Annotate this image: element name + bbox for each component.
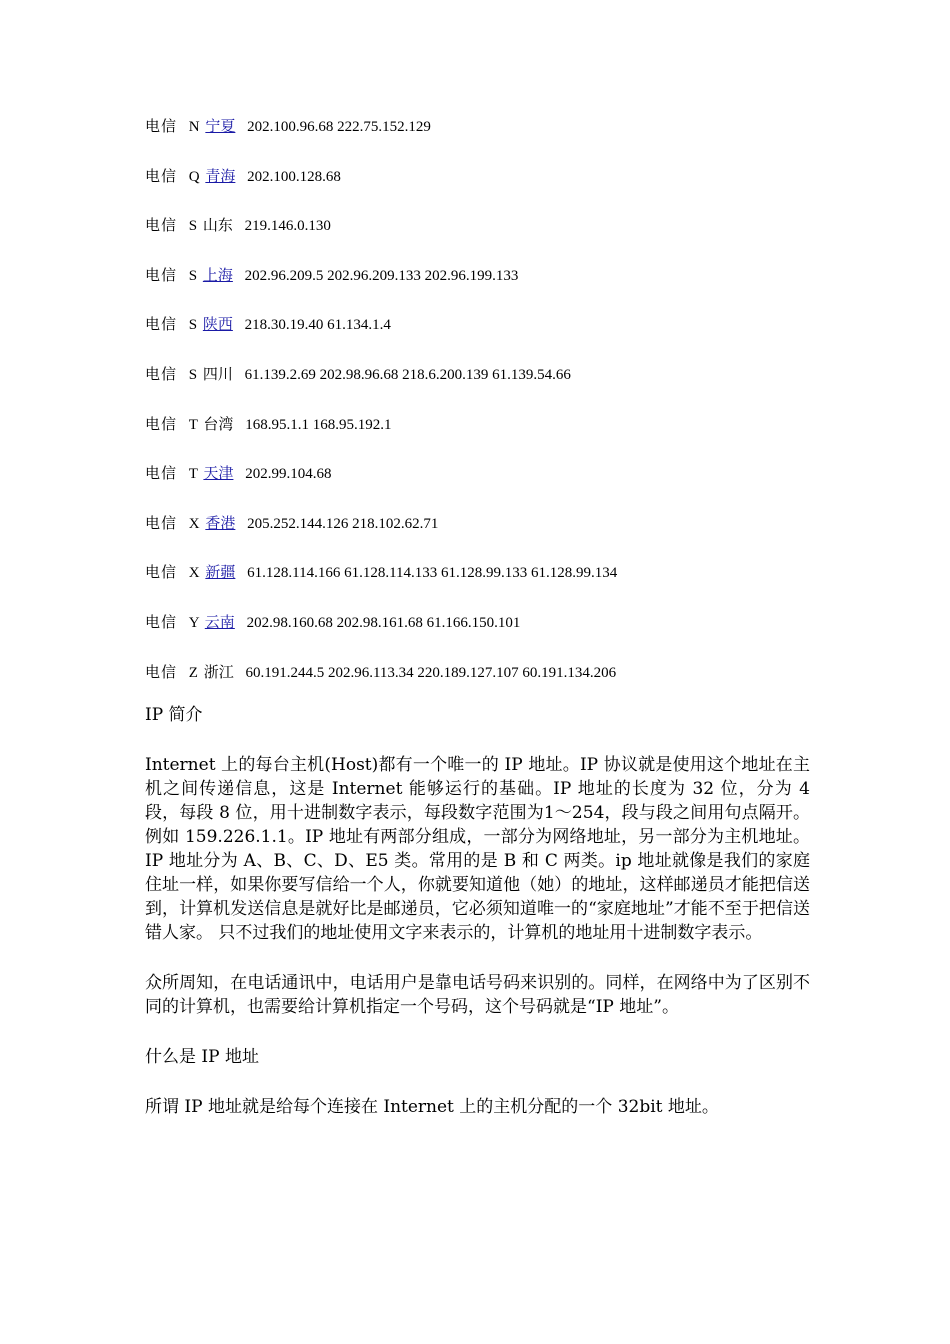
carrier-label: 电信 [145,466,178,483]
province-link[interactable]: 陕西 [202,317,233,334]
ip-intro-paragraph: Internet 上的每台主机(Host)都有一个唯一的 IP 地址。IP 协议就是使用这个地址在主机之间传递信息，这是 Internet 能够运行的基础。IP 地址的长度为 32 位，分为 4 段，每段 8 位，用十进制数字表示，每段数字范围为1～254，段与段之间用句点隔开。例如 159.226.1.1。IP 地址有两部分组成，一部分为网络地址，另一部分为主机地址。IP 地址分为 A、B、C、D、E5 类。常用的是 B 和 C 两类。ip 地址就像是我们的家庭住址一样，如果你要写信给一个人，你就要知道他（她）的地址，这样邮递员才能把信送到，计算机发送信息是就好比是邮递员，它必须知道唯一的“家庭地址”才能不至于把信送错人家。 只不过我们的地址使用文字来表示的，计算机的地址用十进制数字表示。 [145,755,810,944]
dns-entry [145,166,810,188]
dns-entry [145,215,810,237]
dns-ip-list: 60.191.244.5 202.96.113.34 220.189.127.107 60.191.134.206 [245,664,617,681]
dns-entry [145,116,810,138]
dns-ip-list: 219.146.0.130 [244,218,331,235]
carrier-label: 电信 [145,119,178,135]
index-letter: T [188,416,198,433]
index-letter: X [188,565,200,582]
index-letter: S [188,366,198,383]
carrier-label: 电信 [145,416,178,433]
province-label: 浙江 [203,664,234,681]
document-page [145,116,810,1119]
carrier-label: 电信 [145,317,178,334]
dns-ip-list: 61.139.2.69 202.98.96.68 218.6.200.139 61.139.54.66 [244,366,571,383]
index-letter: S [188,218,198,235]
carrier-label: 电信 [145,515,178,532]
index-letter: Z [188,664,198,681]
province-label: 四川 [202,366,233,383]
dns-ip-list: 202.96.209.5 202.96.209.133 202.96.199.133 [244,267,519,284]
index-letter: X [188,515,200,532]
dns-entry [145,562,810,584]
index-letter: S [188,317,198,334]
dns-ip-list: 168.95.1.1 168.95.192.1 [245,416,392,433]
province-label: 山东 [202,218,233,235]
carrier-label: 电信 [145,565,178,582]
index-letter: T [188,466,198,483]
carrier-label: 电信 [145,267,178,284]
index-letter: Y [188,614,200,631]
what-is-ip-paragraph: 所谓 IP 地址就是给每个连接在 Internet 上的主机分配的一个 32bit 地址。 [145,1097,719,1118]
province-link[interactable]: 云南 [204,614,235,631]
index-letter: Q [188,168,200,185]
province-link[interactable]: 上海 [202,267,233,284]
carrier-label: 电信 [145,664,178,681]
province-link[interactable]: 青海 [205,168,236,185]
province-link[interactable]: 新疆 [205,565,236,582]
dns-entry [145,662,810,684]
dns-ip-list: 202.98.160.68 202.98.161.68 61.166.150.101 [246,614,521,631]
dns-entry [145,414,810,436]
carrier-label: 电信 [145,168,178,185]
section-heading-ip-intro: IP 简介 [145,705,203,726]
index-letter: S [188,267,198,284]
ip-phone-analogy-paragraph: 众所周知，在电话通讯中，电话用户是靠电话号码来识别的。同样，在网络中为了区别不同的计算机，也需要给计算机指定一个号码，这个号码就是“IP 地址”。 [145,973,810,1018]
dns-entry [145,513,810,535]
province-link[interactable]: 宁夏 [205,119,236,135]
dns-entry [145,463,810,485]
index-letter: N [188,119,200,135]
dns-ip-list: 218.30.19.40 61.134.1.4 [244,317,391,334]
carrier-label: 电信 [145,366,178,383]
province-label: 台湾 [203,416,234,433]
province-link[interactable]: 天津 [203,466,234,483]
dns-entry [145,364,810,386]
dns-entry [145,265,810,287]
dns-ip-list: 202.99.104.68 [245,466,332,483]
dns-entry [145,612,810,634]
section-heading-what-is-ip: 什么是 IP 地址 [145,1047,259,1068]
dns-ip-list: 202.100.96.68 222.75.152.129 [247,119,431,135]
carrier-label: 电信 [145,218,178,235]
dns-entry [145,314,810,336]
carrier-label: 电信 [145,614,178,631]
dns-ip-list: 202.100.128.68 [247,168,341,185]
dns-ip-list: 205.252.144.126 218.102.62.71 [247,515,439,532]
province-link[interactable]: 香港 [205,515,236,532]
dns-ip-list: 61.128.114.166 61.128.114.133 61.128.99.133 61.128.99.134 [247,565,618,582]
